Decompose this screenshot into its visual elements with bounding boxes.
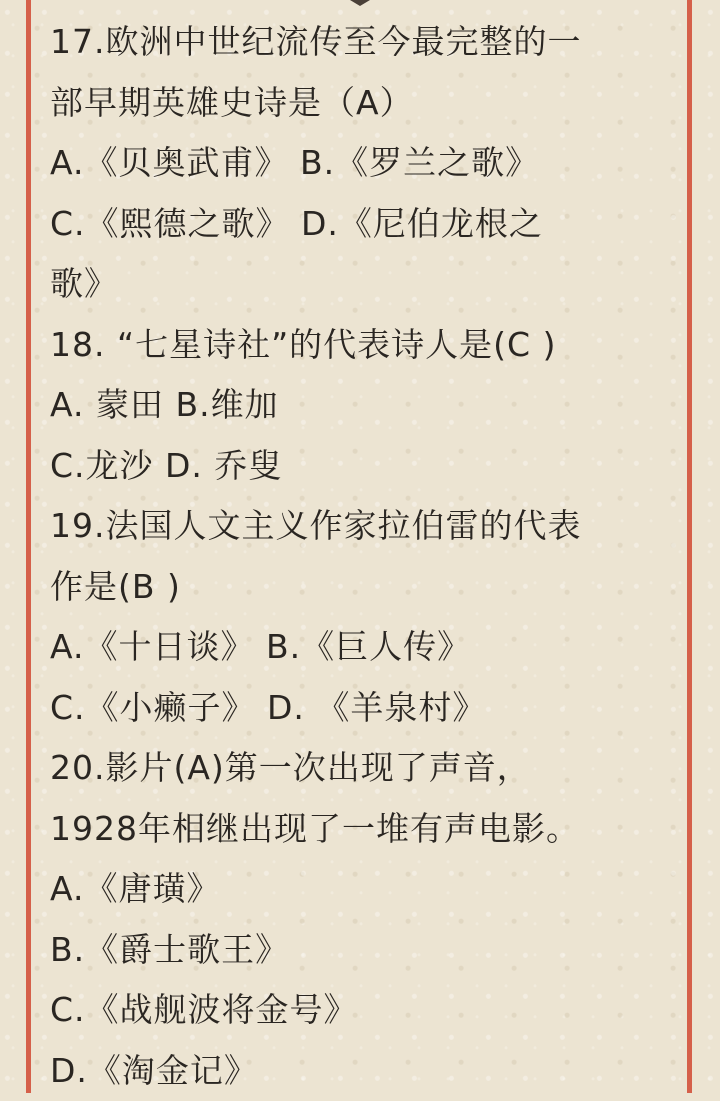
q20-option-a: A.《唐璜》 (50, 859, 680, 920)
q19-options-ab: A.《十日谈》 B.《巨人传》 (50, 617, 680, 678)
q17-options-cd: C.《熙德之歌》 D.《尼伯龙根之 (50, 194, 680, 255)
q18-options-cd: C.龙沙 D. 乔叟 (50, 436, 680, 497)
q20-option-c: C.《战舰波将金号》 (50, 980, 680, 1041)
q17-options-ab: A.《贝奥武甫》 B.《罗兰之歌》 (50, 133, 680, 194)
q19-options-cd: C.《小癞子》 D. 《羊泉村》 (50, 678, 680, 739)
q17-options-cd-cont: 歌》 (50, 254, 680, 315)
left-border (26, 0, 31, 1093)
q19-stem-line-1: 19.法国人文主义作家拉伯雷的代表 (50, 496, 680, 557)
q19-stem-line-2: 作是(B ) (50, 557, 680, 618)
q20-option-d: D.《淘金记》 (50, 1041, 680, 1101)
q20-stem-line-2: 1928年相继出现了一堆有声电影。 (50, 799, 680, 860)
q18-stem: 18. “七星诗社”的代表诗人是(C ) (50, 315, 680, 376)
right-border (687, 0, 692, 1093)
top-notch-decoration (350, 0, 370, 6)
question-text-block (50, 12, 680, 1101)
q17-stem-line-1: 17.欧洲中世纪流传至今最完整的一 (50, 12, 680, 73)
q18-options-ab: A. 蒙田 B.维加 (50, 375, 680, 436)
q17-stem-line-2: 部早期英雄史诗是（A） (50, 73, 680, 134)
q20-stem-line-1: 20.影片(A)第一次出现了声音， (50, 738, 680, 799)
q20-option-b: B.《爵士歌王》 (50, 920, 680, 981)
